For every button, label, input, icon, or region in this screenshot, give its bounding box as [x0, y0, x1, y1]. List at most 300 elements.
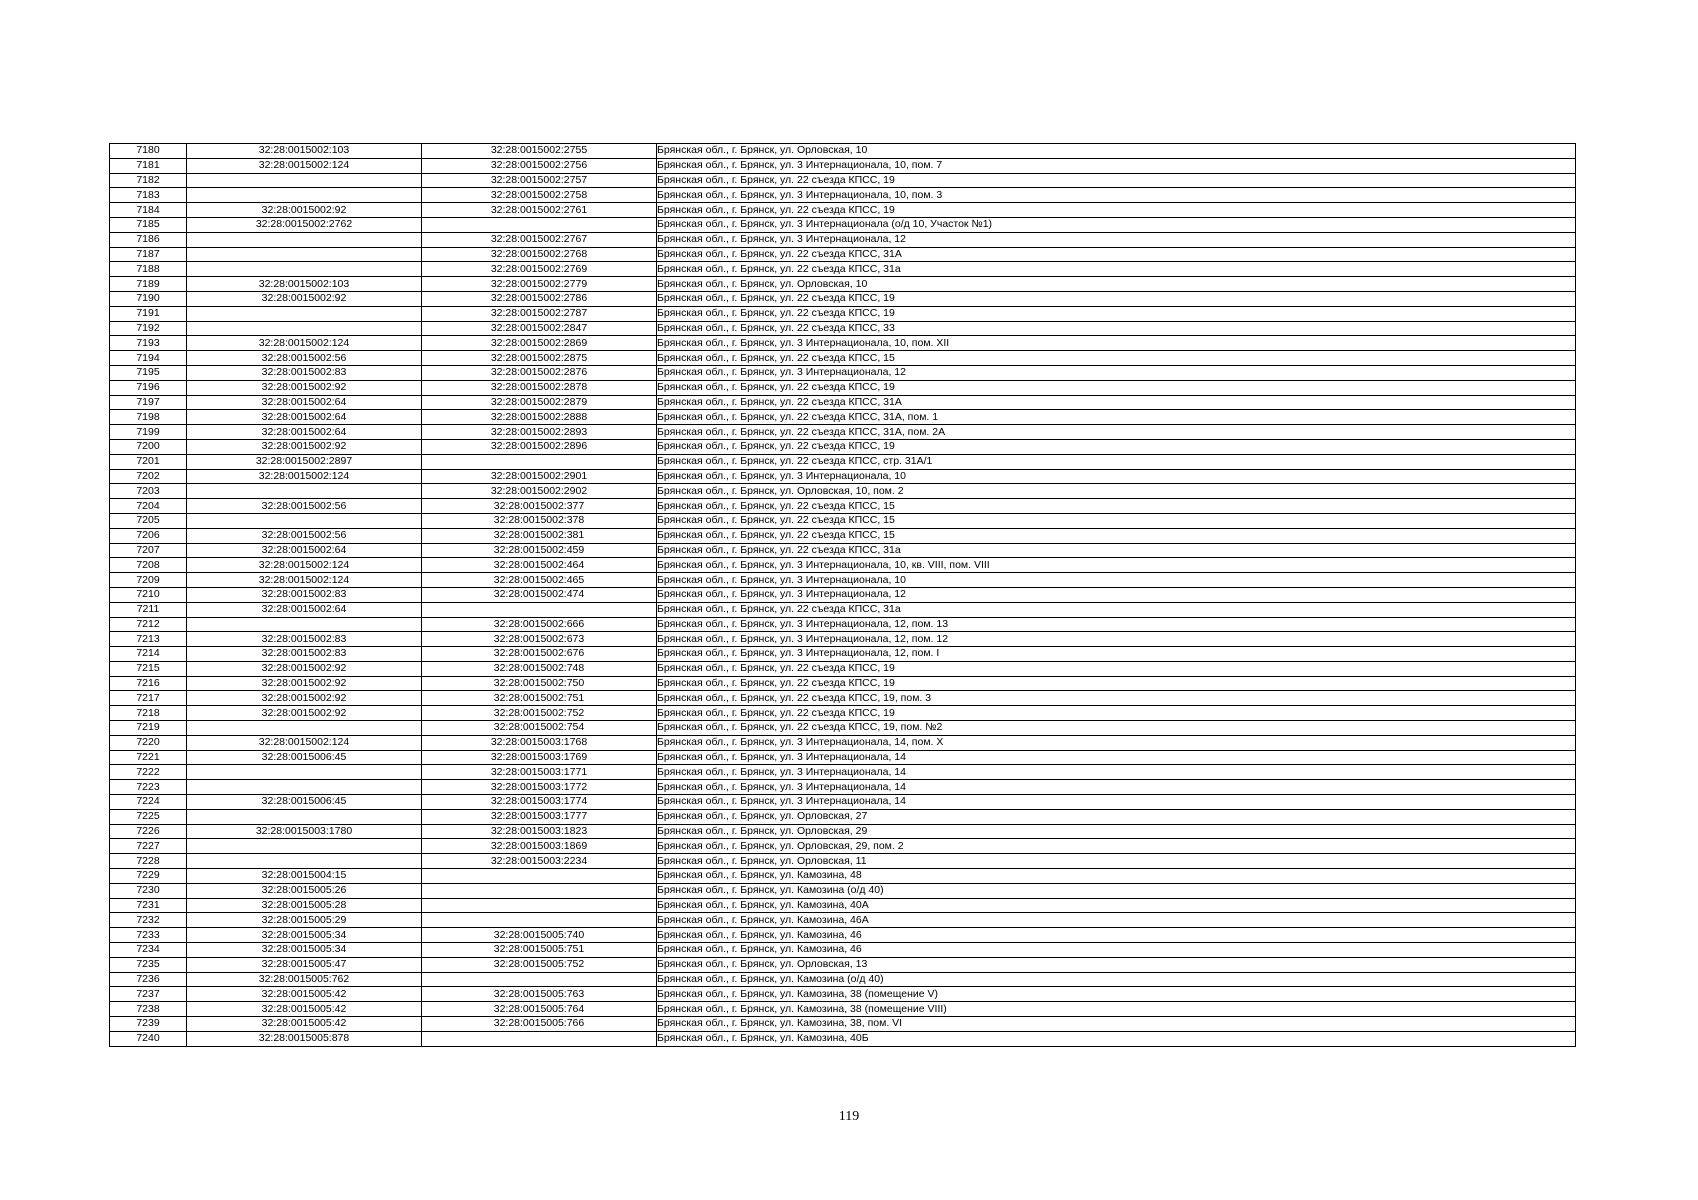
parcel-cadastral-number-cell [187, 617, 422, 632]
address-cell: Брянская обл., г. Брянск, ул. 3 Интернационала, 14 [657, 765, 1576, 780]
parcel-cadastral-number-cell: 32:28:0015006:45 [187, 795, 422, 810]
row-number-cell: 7225 [110, 809, 187, 824]
row-number-cell: 7222 [110, 765, 187, 780]
registry-table [109, 143, 1576, 1047]
table-row [110, 1017, 1576, 1032]
table-row [110, 839, 1576, 854]
parcel-cadastral-number-cell: 32:28:0015002:92 [187, 380, 422, 395]
row-number-cell: 7188 [110, 262, 187, 277]
parcel-cadastral-number-cell: 32:28:0015002:64 [187, 425, 422, 440]
address-cell: Брянская обл., г. Брянск, ул. Орловская, 10 [657, 277, 1576, 292]
parcel-cadastral-number-cell [187, 321, 422, 336]
address-cell: Брянская обл., г. Брянск, ул. 3 Интернационала, 12, пом. I [657, 647, 1576, 662]
table-row [110, 972, 1576, 987]
address-cell: Брянская обл., г. Брянск, ул. 3 Интернационала, 14 [657, 750, 1576, 765]
table-row [110, 706, 1576, 721]
address-cell: Брянская обл., г. Брянск, ул. 3 Интернационала, 10, пом. 7 [657, 158, 1576, 173]
table-row [110, 217, 1576, 232]
parcel-cadastral-number-cell: 32:28:0015005:34 [187, 943, 422, 958]
address-cell: Брянская обл., г. Брянск, ул. 3 Интернационала, 14 [657, 795, 1576, 810]
object-cadastral-number-cell: 32:28:0015002:676 [422, 647, 657, 662]
table-row [110, 321, 1576, 336]
parcel-cadastral-number-cell: 32:28:0015005:878 [187, 1031, 422, 1046]
table-row [110, 913, 1576, 928]
row-number-cell: 7189 [110, 277, 187, 292]
object-cadastral-number-cell: 32:28:0015005:763 [422, 987, 657, 1002]
parcel-cadastral-number-cell: 32:28:0015002:64 [187, 410, 422, 425]
table-row [110, 425, 1576, 440]
row-number-cell: 7237 [110, 987, 187, 1002]
object-cadastral-number-cell: 32:28:0015002:377 [422, 499, 657, 514]
address-cell: Брянская обл., г. Брянск, ул. 22 съезда КПСС, 15 [657, 513, 1576, 528]
table-row [110, 277, 1576, 292]
address-cell: Брянская обл., г. Брянск, ул. Камозина, 46А [657, 913, 1576, 928]
object-cadastral-number-cell: 32:28:0015003:1771 [422, 765, 657, 780]
table-row [110, 173, 1576, 188]
address-cell: Брянская обл., г. Брянск, ул. Камозина, 46 [657, 943, 1576, 958]
address-cell: Брянская обл., г. Брянск, ул. 3 Интернационала, 12 [657, 232, 1576, 247]
object-cadastral-number-cell: 32:28:0015002:378 [422, 513, 657, 528]
row-number-cell: 7187 [110, 247, 187, 262]
address-cell: Брянская обл., г. Брянск, ул. 22 съезда КПСС, 19, пом. №2 [657, 721, 1576, 736]
table-row [110, 188, 1576, 203]
row-number-cell: 7210 [110, 587, 187, 602]
object-cadastral-number-cell: 32:28:0015002:2756 [422, 158, 657, 173]
address-cell: Брянская обл., г. Брянск, ул. 3 Интернационала, 10 [657, 469, 1576, 484]
parcel-cadastral-number-cell [187, 247, 422, 262]
registry-table-body [110, 144, 1576, 1047]
table-row [110, 454, 1576, 469]
row-number-cell: 7235 [110, 957, 187, 972]
table-row [110, 869, 1576, 884]
row-number-cell: 7218 [110, 706, 187, 721]
row-number-cell: 7220 [110, 735, 187, 750]
row-number-cell: 7223 [110, 780, 187, 795]
row-number-cell: 7215 [110, 661, 187, 676]
row-number-cell: 7201 [110, 454, 187, 469]
parcel-cadastral-number-cell: 32:28:0015005:42 [187, 1017, 422, 1032]
parcel-cadastral-number-cell: 32:28:0015006:45 [187, 750, 422, 765]
address-cell: Брянская обл., г. Брянск, ул. 22 съезда КПСС, 33 [657, 321, 1576, 336]
row-number-cell: 7194 [110, 351, 187, 366]
object-cadastral-number-cell: 32:28:0015003:1772 [422, 780, 657, 795]
object-cadastral-number-cell [422, 217, 657, 232]
address-cell: Брянская обл., г. Брянск, ул. Камозина (о/д 40) [657, 883, 1576, 898]
address-cell: Брянская обл., г. Брянск, ул. Камозина, 38 (помещение VIII) [657, 1002, 1576, 1017]
object-cadastral-number-cell [422, 883, 657, 898]
parcel-cadastral-number-cell [187, 262, 422, 277]
parcel-cadastral-number-cell: 32:28:0015005:762 [187, 972, 422, 987]
row-number-cell: 7204 [110, 499, 187, 514]
object-cadastral-number-cell: 32:28:0015002:666 [422, 617, 657, 632]
row-number-cell: 7232 [110, 913, 187, 928]
address-cell: Брянская обл., г. Брянск, ул. 22 съезда КПСС, 15 [657, 528, 1576, 543]
address-cell: Брянская обл., г. Брянск, ул. Орловская, 10 [657, 144, 1576, 159]
object-cadastral-number-cell: 32:28:0015005:766 [422, 1017, 657, 1032]
address-cell: Брянская обл., г. Брянск, ул. Камозина, 40А [657, 898, 1576, 913]
address-cell: Брянская обл., г. Брянск, ул. 3 Интернационала, 10, кв. VIII, пом. VIII [657, 558, 1576, 573]
parcel-cadastral-number-cell: 32:28:0015002:56 [187, 499, 422, 514]
object-cadastral-number-cell [422, 869, 657, 884]
row-number-cell: 7200 [110, 439, 187, 454]
row-number-cell: 7240 [110, 1031, 187, 1046]
parcel-cadastral-number-cell [187, 854, 422, 869]
table-row [110, 291, 1576, 306]
row-number-cell: 7239 [110, 1017, 187, 1032]
table-row [110, 780, 1576, 795]
table-row [110, 247, 1576, 262]
table-row [110, 750, 1576, 765]
object-cadastral-number-cell: 32:28:0015002:2901 [422, 469, 657, 484]
table-row [110, 691, 1576, 706]
table-row [110, 587, 1576, 602]
object-cadastral-number-cell: 32:28:0015002:2875 [422, 351, 657, 366]
table-row [110, 795, 1576, 810]
parcel-cadastral-number-cell: 32:28:0015002:124 [187, 336, 422, 351]
address-cell: Брянская обл., г. Брянск, ул. 22 съезда КПСС, 31А [657, 395, 1576, 410]
row-number-cell: 7196 [110, 380, 187, 395]
address-cell: Брянская обл., г. Брянск, ул. Камозина, 38, пом. VI [657, 1017, 1576, 1032]
object-cadastral-number-cell: 32:28:0015002:2768 [422, 247, 657, 262]
address-cell: Брянская обл., г. Брянск, ул. 3 Интернационала (о/д 10, Участок №1) [657, 217, 1576, 232]
object-cadastral-number-cell: 32:28:0015002:2888 [422, 410, 657, 425]
row-number-cell: 7212 [110, 617, 187, 632]
address-cell: Брянская обл., г. Брянск, ул. 22 съезда КПСС, 19 [657, 706, 1576, 721]
table-row [110, 306, 1576, 321]
address-cell: Брянская обл., г. Брянск, ул. 22 съезда КПСС, стр. 31А/1 [657, 454, 1576, 469]
object-cadastral-number-cell: 32:28:0015005:752 [422, 957, 657, 972]
address-cell: Брянская обл., г. Брянск, ул. 22 съезда КПСС, 19 [657, 203, 1576, 218]
row-number-cell: 7236 [110, 972, 187, 987]
address-cell: Брянская обл., г. Брянск, ул. 22 съезда КПСС, 31а [657, 543, 1576, 558]
object-cadastral-number-cell [422, 913, 657, 928]
parcel-cadastral-number-cell: 32:28:0015004:15 [187, 869, 422, 884]
row-number-cell: 7202 [110, 469, 187, 484]
object-cadastral-number-cell: 32:28:0015002:748 [422, 661, 657, 676]
parcel-cadastral-number-cell [187, 484, 422, 499]
object-cadastral-number-cell: 32:28:0015002:464 [422, 558, 657, 573]
table-row [110, 336, 1576, 351]
address-cell: Брянская обл., г. Брянск, ул. Орловская, 10, пом. 2 [657, 484, 1576, 499]
table-row [110, 203, 1576, 218]
object-cadastral-number-cell: 32:28:0015002:2757 [422, 173, 657, 188]
parcel-cadastral-number-cell [187, 809, 422, 824]
object-cadastral-number-cell: 32:28:0015002:465 [422, 573, 657, 588]
object-cadastral-number-cell: 32:28:0015002:459 [422, 543, 657, 558]
table-row [110, 632, 1576, 647]
address-cell: Брянская обл., г. Брянск, ул. 22 съезда КПСС, 19 [657, 380, 1576, 395]
address-cell: Брянская обл., г. Брянск, ул. 3 Интернационала, 10, пом. XII [657, 336, 1576, 351]
object-cadastral-number-cell: 32:28:0015002:2896 [422, 439, 657, 454]
object-cadastral-number-cell: 32:28:0015002:474 [422, 587, 657, 602]
parcel-cadastral-number-cell: 32:28:0015002:83 [187, 632, 422, 647]
table-row [110, 528, 1576, 543]
row-number-cell: 7199 [110, 425, 187, 440]
table-row [110, 957, 1576, 972]
object-cadastral-number-cell [422, 972, 657, 987]
table-row [110, 158, 1576, 173]
parcel-cadastral-number-cell: 32:28:0015002:92 [187, 291, 422, 306]
row-number-cell: 7185 [110, 217, 187, 232]
object-cadastral-number-cell: 32:28:0015002:2755 [422, 144, 657, 159]
parcel-cadastral-number-cell: 32:28:0015002:124 [187, 158, 422, 173]
table-row [110, 484, 1576, 499]
table-row [110, 721, 1576, 736]
row-number-cell: 7186 [110, 232, 187, 247]
table-row [110, 602, 1576, 617]
address-cell: Брянская обл., г. Брянск, ул. Камозина, 40Б [657, 1031, 1576, 1046]
row-number-cell: 7206 [110, 528, 187, 543]
table-row [110, 573, 1576, 588]
address-cell: Брянская обл., г. Брянск, ул. Орловская, 13 [657, 957, 1576, 972]
parcel-cadastral-number-cell [187, 721, 422, 736]
address-cell: Брянская обл., г. Брянск, ул. 22 съезда КПСС, 31А [657, 247, 1576, 262]
parcel-cadastral-number-cell: 32:28:0015002:92 [187, 661, 422, 676]
object-cadastral-number-cell: 32:28:0015002:752 [422, 706, 657, 721]
row-number-cell: 7224 [110, 795, 187, 810]
object-cadastral-number-cell: 32:28:0015002:2869 [422, 336, 657, 351]
parcel-cadastral-number-cell [187, 232, 422, 247]
row-number-cell: 7213 [110, 632, 187, 647]
parcel-cadastral-number-cell: 32:28:0015005:28 [187, 898, 422, 913]
table-row [110, 883, 1576, 898]
parcel-cadastral-number-cell: 32:28:0015002:2897 [187, 454, 422, 469]
address-cell: Брянская обл., г. Брянск, ул. 22 съезда КПСС, 19 [657, 676, 1576, 691]
object-cadastral-number-cell [422, 454, 657, 469]
row-number-cell: 7226 [110, 824, 187, 839]
object-cadastral-number-cell: 32:28:0015003:1769 [422, 750, 657, 765]
parcel-cadastral-number-cell: 32:28:0015002:56 [187, 528, 422, 543]
row-number-cell: 7208 [110, 558, 187, 573]
row-number-cell: 7183 [110, 188, 187, 203]
table-row [110, 987, 1576, 1002]
object-cadastral-number-cell: 32:28:0015002:2786 [422, 291, 657, 306]
parcel-cadastral-number-cell: 32:28:0015002:92 [187, 691, 422, 706]
row-number-cell: 7219 [110, 721, 187, 736]
parcel-cadastral-number-cell: 32:28:0015002:64 [187, 395, 422, 410]
object-cadastral-number-cell: 32:28:0015002:2787 [422, 306, 657, 321]
row-number-cell: 7190 [110, 291, 187, 306]
parcel-cadastral-number-cell [187, 765, 422, 780]
table-row [110, 469, 1576, 484]
parcel-cadastral-number-cell: 32:28:0015002:92 [187, 439, 422, 454]
table-row [110, 676, 1576, 691]
address-cell: Брянская обл., г. Брянск, ул. 3 Интернационала, 12, пом. 13 [657, 617, 1576, 632]
address-cell: Брянская обл., г. Брянск, ул. 22 съезда КПСС, 31А, пом. 2А [657, 425, 1576, 440]
parcel-cadastral-number-cell: 32:28:0015002:56 [187, 351, 422, 366]
object-cadastral-number-cell: 32:28:0015005:751 [422, 943, 657, 958]
table-row [110, 854, 1576, 869]
parcel-cadastral-number-cell: 32:28:0015002:83 [187, 587, 422, 602]
table-row [110, 232, 1576, 247]
object-cadastral-number-cell: 32:28:0015005:764 [422, 1002, 657, 1017]
table-row [110, 928, 1576, 943]
row-number-cell: 7221 [110, 750, 187, 765]
address-cell: Брянская обл., г. Брянск, ул. 3 Интернационала, 14 [657, 780, 1576, 795]
address-cell: Брянская обл., г. Брянск, ул. 22 съезда КПСС, 19 [657, 661, 1576, 676]
object-cadastral-number-cell: 32:28:0015002:751 [422, 691, 657, 706]
address-cell: Брянская обл., г. Брянск, ул. 3 Интернационала, 12 [657, 365, 1576, 380]
row-number-cell: 7180 [110, 144, 187, 159]
object-cadastral-number-cell: 32:28:0015002:2878 [422, 380, 657, 395]
object-cadastral-number-cell: 32:28:0015002:673 [422, 632, 657, 647]
object-cadastral-number-cell: 32:28:0015005:740 [422, 928, 657, 943]
row-number-cell: 7231 [110, 898, 187, 913]
table-row [110, 647, 1576, 662]
row-number-cell: 7195 [110, 365, 187, 380]
parcel-cadastral-number-cell [187, 780, 422, 795]
parcel-cadastral-number-cell: 32:28:0015002:92 [187, 203, 422, 218]
object-cadastral-number-cell: 32:28:0015002:2769 [422, 262, 657, 277]
parcel-cadastral-number-cell: 32:28:0015003:1780 [187, 824, 422, 839]
row-number-cell: 7184 [110, 203, 187, 218]
parcel-cadastral-number-cell: 32:28:0015002:83 [187, 365, 422, 380]
parcel-cadastral-number-cell: 32:28:0015005:34 [187, 928, 422, 943]
table-row [110, 395, 1576, 410]
parcel-cadastral-number-cell: 32:28:0015002:103 [187, 144, 422, 159]
address-cell: Брянская обл., г. Брянск, ул. 22 съезда КПСС, 19 [657, 173, 1576, 188]
table-row [110, 365, 1576, 380]
table-row [110, 1002, 1576, 1017]
address-cell: Брянская обл., г. Брянск, ул. Орловская, 29 [657, 824, 1576, 839]
object-cadastral-number-cell: 32:28:0015002:2902 [422, 484, 657, 499]
address-cell: Брянская обл., г. Брянск, ул. 22 съезда КПСС, 31а [657, 262, 1576, 277]
parcel-cadastral-number-cell [187, 173, 422, 188]
row-number-cell: 7192 [110, 321, 187, 336]
row-number-cell: 7234 [110, 943, 187, 958]
address-cell: Брянская обл., г. Брянск, ул. Орловская, 11 [657, 854, 1576, 869]
row-number-cell: 7197 [110, 395, 187, 410]
table-row [110, 898, 1576, 913]
row-number-cell: 7209 [110, 573, 187, 588]
address-cell: Брянская обл., г. Брянск, ул. 3 Интернационала, 12 [657, 587, 1576, 602]
parcel-cadastral-number-cell: 32:28:0015002:64 [187, 543, 422, 558]
table-row [110, 513, 1576, 528]
row-number-cell: 7229 [110, 869, 187, 884]
address-cell: Брянская обл., г. Брянск, ул. 22 съезда КПСС, 19 [657, 291, 1576, 306]
row-number-cell: 7214 [110, 647, 187, 662]
address-cell: Брянская обл., г. Брянск, ул. 22 съезда КПСС, 19, пом. 3 [657, 691, 1576, 706]
parcel-cadastral-number-cell: 32:28:0015005:26 [187, 883, 422, 898]
page-number: 119 [838, 1109, 860, 1124]
row-number-cell: 7181 [110, 158, 187, 173]
parcel-cadastral-number-cell [187, 513, 422, 528]
row-number-cell: 7207 [110, 543, 187, 558]
object-cadastral-number-cell: 32:28:0015002:2758 [422, 188, 657, 203]
address-cell: Брянская обл., г. Брянск, ул. Камозина, 46 [657, 928, 1576, 943]
parcel-cadastral-number-cell: 32:28:0015002:64 [187, 602, 422, 617]
parcel-cadastral-number-cell: 32:28:0015002:124 [187, 558, 422, 573]
object-cadastral-number-cell [422, 898, 657, 913]
table-row [110, 410, 1576, 425]
row-number-cell: 7203 [110, 484, 187, 499]
table-row [110, 765, 1576, 780]
address-cell: Брянская обл., г. Брянск, ул. Камозина, 38 (помещение V) [657, 987, 1576, 1002]
object-cadastral-number-cell: 32:28:0015002:2879 [422, 395, 657, 410]
object-cadastral-number-cell: 32:28:0015003:1869 [422, 839, 657, 854]
parcel-cadastral-number-cell: 32:28:0015002:2762 [187, 217, 422, 232]
address-cell: Брянская обл., г. Брянск, ул. Камозина (о/д 40) [657, 972, 1576, 987]
address-cell: Брянская обл., г. Брянск, ул. Камозина, 48 [657, 869, 1576, 884]
row-number-cell: 7191 [110, 306, 187, 321]
parcel-cadastral-number-cell: 32:28:0015002:92 [187, 676, 422, 691]
parcel-cadastral-number-cell: 32:28:0015002:124 [187, 573, 422, 588]
address-cell: Брянская обл., г. Брянск, ул. 22 съезда КПСС, 15 [657, 351, 1576, 366]
table-row [110, 351, 1576, 366]
object-cadastral-number-cell: 32:28:0015002:381 [422, 528, 657, 543]
object-cadastral-number-cell: 32:28:0015003:1774 [422, 795, 657, 810]
table-row [110, 809, 1576, 824]
object-cadastral-number-cell: 32:28:0015002:2767 [422, 232, 657, 247]
row-number-cell: 7230 [110, 883, 187, 898]
object-cadastral-number-cell: 32:28:0015003:1823 [422, 824, 657, 839]
address-cell: Брянская обл., г. Брянск, ул. 3 Интернационала, 14, пом. X [657, 735, 1576, 750]
object-cadastral-number-cell [422, 602, 657, 617]
row-number-cell: 7205 [110, 513, 187, 528]
object-cadastral-number-cell: 32:28:0015002:2893 [422, 425, 657, 440]
address-cell: Брянская обл., г. Брянск, ул. 3 Интернационала, 10, пом. 3 [657, 188, 1576, 203]
object-cadastral-number-cell: 32:28:0015003:1777 [422, 809, 657, 824]
object-cadastral-number-cell: 32:28:0015002:754 [422, 721, 657, 736]
address-cell: Брянская обл., г. Брянск, ул. 3 Интернационала, 10 [657, 573, 1576, 588]
parcel-cadastral-number-cell [187, 839, 422, 854]
parcel-cadastral-number-cell: 32:28:0015002:124 [187, 469, 422, 484]
parcel-cadastral-number-cell: 32:28:0015002:124 [187, 735, 422, 750]
parcel-cadastral-number-cell [187, 306, 422, 321]
table-row [110, 943, 1576, 958]
row-number-cell: 7198 [110, 410, 187, 425]
table-row [110, 380, 1576, 395]
parcel-cadastral-number-cell: 32:28:0015002:103 [187, 277, 422, 292]
parcel-cadastral-number-cell: 32:28:0015005:29 [187, 913, 422, 928]
object-cadastral-number-cell: 32:28:0015002:750 [422, 676, 657, 691]
address-cell: Брянская обл., г. Брянск, ул. 22 съезда КПСС, 19 [657, 306, 1576, 321]
parcel-cadastral-number-cell: 32:28:0015005:42 [187, 987, 422, 1002]
object-cadastral-number-cell [422, 1031, 657, 1046]
row-number-cell: 7233 [110, 928, 187, 943]
address-cell: Брянская обл., г. Брянск, ул. 22 съезда КПСС, 19 [657, 439, 1576, 454]
row-number-cell: 7216 [110, 676, 187, 691]
object-cadastral-number-cell: 32:28:0015002:2779 [422, 277, 657, 292]
address-cell: Брянская обл., г. Брянск, ул. 22 съезда КПСС, 31А, пом. 1 [657, 410, 1576, 425]
table-row [110, 144, 1576, 159]
table-row [110, 558, 1576, 573]
row-number-cell: 7217 [110, 691, 187, 706]
parcel-cadastral-number-cell [187, 188, 422, 203]
address-cell: Брянская обл., г. Брянск, ул. Орловская, 27 [657, 809, 1576, 824]
object-cadastral-number-cell: 32:28:0015002:2847 [422, 321, 657, 336]
table-row [110, 499, 1576, 514]
object-cadastral-number-cell: 32:28:0015003:2234 [422, 854, 657, 869]
table-row [110, 735, 1576, 750]
parcel-cadastral-number-cell: 32:28:0015002:92 [187, 706, 422, 721]
object-cadastral-number-cell: 32:28:0015003:1768 [422, 735, 657, 750]
table-row [110, 617, 1576, 632]
table-row [110, 543, 1576, 558]
row-number-cell: 7238 [110, 1002, 187, 1017]
object-cadastral-number-cell: 32:28:0015002:2876 [422, 365, 657, 380]
address-cell: Брянская обл., г. Брянск, ул. 22 съезда КПСС, 31а [657, 602, 1576, 617]
address-cell: Брянская обл., г. Брянск, ул. 3 Интернационала, 12, пом. 12 [657, 632, 1576, 647]
address-cell: Брянская обл., г. Брянск, ул. Орловская, 29, пом. 2 [657, 839, 1576, 854]
row-number-cell: 7193 [110, 336, 187, 351]
table-row [110, 262, 1576, 277]
table-row [110, 439, 1576, 454]
parcel-cadastral-number-cell: 32:28:0015005:42 [187, 1002, 422, 1017]
table-row [110, 824, 1576, 839]
row-number-cell: 7211 [110, 602, 187, 617]
row-number-cell: 7182 [110, 173, 187, 188]
